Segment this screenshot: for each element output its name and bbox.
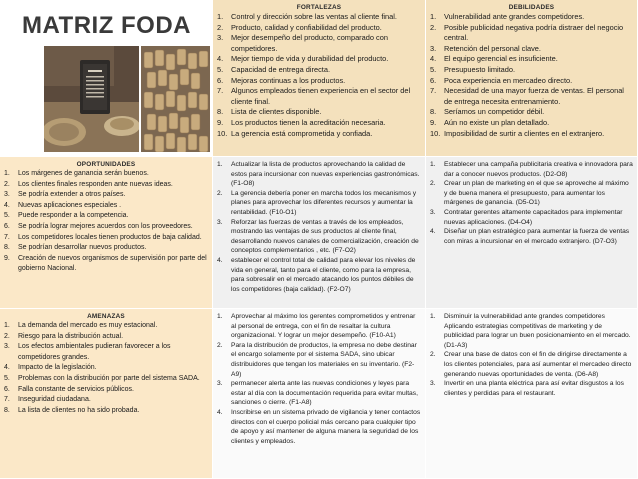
list-item-number: 2. xyxy=(4,332,10,340)
list-item-number: 3. xyxy=(4,343,10,351)
list-item-number: 2. xyxy=(4,180,10,188)
list-item-text: Para la distribución de productos, la empresa no debe destinar el encargo solamente por el sistema SADA, sino ubicar distribuidores que tengan los materiales en su inventario. (F2-A9) xyxy=(231,341,417,378)
list-item-text: Riesgo para la distribución actual. xyxy=(18,332,124,340)
list-item-text: Imposibilidad de surtir a clientes en el extranjero. xyxy=(444,128,605,138)
list-item xyxy=(4,211,208,222)
list-item xyxy=(430,379,633,398)
list-item-number: 3. xyxy=(217,33,224,43)
list-item xyxy=(4,395,208,406)
list-item-number: 3. xyxy=(430,380,436,388)
list-item-text: Lista de clientes disponible. xyxy=(231,107,322,117)
list-item xyxy=(430,86,633,107)
list-item xyxy=(4,201,208,212)
list-item-number: 7. xyxy=(4,233,10,241)
list-item-number: 4. xyxy=(430,54,437,64)
list-item-text: Necesidad de una mayor fuerza de ventas. El personal de entrega necesita entrenamiento. xyxy=(444,86,624,106)
list-item xyxy=(430,312,633,350)
list-item-number: 7. xyxy=(4,396,10,404)
list-item-text: Disminuir la vulnerabilidad ante grandes competidores Aplicando estrategias competitivas de marketing y de publicidad para lograr un buen posicionamiento en el mercado. (D1-A3) xyxy=(444,313,631,349)
list-item-text: Retención del personal clave. xyxy=(444,43,541,53)
list-item xyxy=(217,129,421,140)
list-item-number: 3. xyxy=(217,218,223,226)
list-item xyxy=(4,190,208,201)
list-item xyxy=(217,408,421,446)
list-item-number: 5. xyxy=(4,374,10,382)
list-item-text: Presupuesto limitado. xyxy=(444,64,516,74)
amenazas-cell xyxy=(0,309,213,479)
list-item xyxy=(430,65,633,76)
list-item-text: Capacidad de entrega directa. xyxy=(231,64,331,74)
list-item-number: 2. xyxy=(430,351,436,359)
list-item xyxy=(4,180,208,191)
list-item-number: 6. xyxy=(217,75,224,85)
amenazas-heading: AMENAZAS xyxy=(87,313,125,320)
list-item xyxy=(430,208,633,227)
list-item-number: 3. xyxy=(4,191,10,199)
list-item-text: Contratar gerentes altamente capacitados para implementar nuevas aplicaciones. (D4-O4) xyxy=(444,208,623,226)
list-item-text: Reforzar las fuerzas de ventas a través de los empleados, mostrando las ventajas de sus productos al cliente final, desarrollando nuevos canales de comercialización, creación de conceptos complementarios , etc. (F7-O2) xyxy=(231,218,419,255)
list-item-text: Seríamos un competidor débil. xyxy=(444,107,545,117)
list-item-number: 9. xyxy=(217,117,224,127)
list-item-number: 5. xyxy=(430,64,437,74)
list-item xyxy=(4,385,208,396)
list-item-text: Mejoras continuas a los productos. xyxy=(231,75,346,85)
list-item-text: Mejor tiempo de vida y durabilidad del producto. xyxy=(231,54,389,64)
list-item-number: 4. xyxy=(430,228,436,236)
list-item-number: 8. xyxy=(4,244,10,252)
oportunidades-cell xyxy=(0,157,213,309)
list-item xyxy=(4,374,208,385)
list-item xyxy=(217,218,421,256)
list-item-number: 2. xyxy=(217,341,223,349)
list-item xyxy=(217,65,421,76)
do-strategies-list xyxy=(426,157,637,246)
list-item xyxy=(4,243,208,254)
fo-strategies-cell xyxy=(213,157,426,309)
list-item xyxy=(4,222,208,233)
fortalezas-heading: FORTALEZAS xyxy=(296,4,342,11)
list-item-number: 3. xyxy=(217,380,223,388)
list-item xyxy=(430,118,633,129)
list-item-text: Aprovechar al máximo los gerentes comprometidos y entrenar al personal de entrega, con el fin de resaltar la cultura organizacional. Y lograr un mejor desempeño. (F10-A1) xyxy=(231,313,416,340)
oportunidades-heading: OPORTUNIDADES xyxy=(76,161,136,168)
list-item-number: 4. xyxy=(4,201,10,209)
list-item-number: 8. xyxy=(217,107,224,117)
list-item xyxy=(4,332,208,343)
list-item xyxy=(217,12,421,23)
list-item-text: Nuevas aplicaciones especiales . xyxy=(18,201,122,209)
da-strategies-list xyxy=(426,309,637,398)
fa-strategies-cell xyxy=(213,309,426,479)
fortalezas-list xyxy=(213,11,425,139)
list-item-text: Inseguridad ciudadana. xyxy=(18,396,91,404)
list-item-text: Algunos empleados tienen experiencia en el sector del cliente final. xyxy=(231,86,411,106)
list-item-text: Establecer una campaña publicitaria creativa e innovadora para dar a conocer nuevos productos. (D2-O8) xyxy=(444,161,633,178)
title-cell xyxy=(0,0,213,157)
list-item-number: 4. xyxy=(217,256,223,264)
list-item-text: Crear una base de datos con el fin de dirigirse directamente a los clientes potenciales, para así aumentar el mercadeo directo generando nuevas oportunidades de venta. (D6-A8) xyxy=(444,351,632,378)
list-item-number: 9. xyxy=(430,117,437,127)
page-title: MATRIZ FODA xyxy=(21,12,192,39)
list-item xyxy=(217,118,421,129)
list-item-text: Actualizar la lista de productos aprovechando la calidad de estos para incursionar con nuevas experiencias gastronómicas. (F1-O8) xyxy=(231,161,420,188)
list-item-number: 3. xyxy=(430,43,437,53)
list-item-number: 6. xyxy=(4,385,10,393)
list-item-number: 4. xyxy=(217,54,224,64)
list-item-number: 1. xyxy=(217,313,223,320)
list-item-number: 1. xyxy=(217,12,224,21)
list-item xyxy=(217,107,421,118)
list-item-number: 2. xyxy=(430,22,437,32)
list-item xyxy=(217,312,421,341)
list-item-number: 10. xyxy=(217,128,228,138)
list-item-text: Problemas con la distribución por parte del sistema SADA. xyxy=(18,374,200,382)
list-item-number: 5. xyxy=(217,64,224,74)
restaurant-photo xyxy=(44,46,210,152)
list-item-number: 5. xyxy=(4,212,10,220)
list-item-text: Se podría extender a otros países. xyxy=(18,191,126,199)
list-item-text: El equipo gerencial es insuficiente. xyxy=(444,54,558,64)
list-item xyxy=(217,341,421,379)
list-item-number: 2. xyxy=(217,22,224,32)
list-item-number: 10. xyxy=(430,128,441,138)
list-item-text: La gerencia debería poner en marcha todos los mecanismos y planes para aprovechar los diferentes recursos y aumentar la rentabilidad. (F10-O1) xyxy=(231,189,417,216)
list-item-number: 1. xyxy=(430,161,436,168)
list-item-number: 1. xyxy=(430,313,436,320)
list-item-text: Producto, calidad y confiabilidad del producto. xyxy=(231,22,382,32)
list-item-number: 9. xyxy=(4,254,10,262)
list-item-number: 1. xyxy=(430,12,437,21)
list-item xyxy=(430,12,633,23)
list-item-number: 2. xyxy=(430,180,436,188)
list-item-text: Inscribirse en un sistema privado de vigilancia y tener contactos directos con el cuerpo policial más cercano para cualquier tipo de apoyo y así mantener de alguna manera la seguridad de los clientes y empleados. xyxy=(231,408,421,445)
list-item-number: 7. xyxy=(217,86,224,96)
list-item-text: Mejor desempeño del producto, comparado con competidores. xyxy=(231,33,388,53)
fo-strategies-list xyxy=(213,157,425,294)
list-item-text: Los clientes finales responden ante nuevas ideas. xyxy=(18,180,173,188)
list-item-text: Los márgenes de ganancia serán buenos. xyxy=(18,170,149,177)
list-item xyxy=(4,406,208,417)
list-item-number: 6. xyxy=(430,75,437,85)
list-item xyxy=(4,233,208,244)
list-item-number: 4. xyxy=(217,408,223,416)
list-item-number: 8. xyxy=(4,406,10,414)
list-item xyxy=(430,129,633,140)
list-item-text: La lista de clientes no ha sido probada. xyxy=(18,406,140,414)
list-item xyxy=(430,54,633,65)
list-item-number: 8. xyxy=(430,107,437,117)
list-item xyxy=(4,342,208,363)
list-item-text: La gerencia está comprometida y confiada. xyxy=(231,128,373,138)
list-item-text: Control y dirección sobre las ventas al cliente final. xyxy=(231,12,397,21)
list-item-text: Se podrían desarrollar nuevos productos. xyxy=(18,244,147,252)
list-item xyxy=(217,76,421,87)
list-item-text: Impacto de la legislación. xyxy=(18,364,97,372)
list-item xyxy=(430,227,633,246)
list-item xyxy=(430,76,633,87)
list-item xyxy=(430,160,633,179)
list-item-text: La demanda del mercado es muy estacional. xyxy=(18,322,158,329)
list-item-text: Los competidores locales tienen productos de baja calidad. xyxy=(18,233,202,241)
debilidades-heading: DEBILIDADES xyxy=(508,4,555,11)
list-item-text: Aún no existe un plan detallado. xyxy=(444,117,550,127)
list-item-text: Vulnerabilidad ante grandes competidores. xyxy=(444,12,585,21)
list-item-text: Los efectos ambientales pudieran favorecer a los competidores grandes. xyxy=(18,343,171,361)
list-item-text: Crear un plan de marketing en el que se aproveche al máximo y de buena manera el presupuesto, para aumentar los márgenes de ganancia. (D5-O1) xyxy=(444,180,629,207)
list-item-text: Falla constante de servicios públicos. xyxy=(18,385,134,393)
list-item xyxy=(4,254,208,275)
oportunidades-list xyxy=(0,168,212,275)
list-item xyxy=(430,44,633,55)
debilidades-list xyxy=(426,11,637,139)
list-item-text: permanecer alerta ante las nuevas condiciones y leyes para estar al día con la documentación requerida para evitar multas, sanciones o cierre. (F1-A8) xyxy=(231,380,418,407)
list-item-number: 1. xyxy=(4,170,10,177)
list-item-text: establecer el control total de calidad para elevar los niveles de vida en general, tanto para el cliente, como para la empresa, para sobresalir en el mercado atacando los puntos débiles de los competidores (baja calidad). (F2-O7) xyxy=(231,256,416,293)
list-item-text: Los productos tienen la acreditación necesaria. xyxy=(231,117,386,127)
list-item-text: Posible publicidad negativa podría distraer del negocio central. xyxy=(444,22,624,43)
list-item-number: 1. xyxy=(217,161,223,168)
list-item xyxy=(4,321,208,332)
list-item-text: Diseñar un plan estratégico para aumentar la fuerza de ventas con miras a incursionar en el mercado extranjero. (D7-O3) xyxy=(444,228,630,245)
list-item-number: 6. xyxy=(4,222,10,230)
list-item xyxy=(430,23,633,44)
list-item xyxy=(217,86,421,107)
list-item xyxy=(217,33,421,54)
da-strategies-cell xyxy=(426,309,638,479)
list-item xyxy=(4,363,208,374)
list-item xyxy=(217,23,421,34)
fortalezas-cell xyxy=(213,0,426,157)
list-item-text: Invertir en una planta eléctrica para así evitar disgustos a los clientes y perdidas para el restaurant. xyxy=(444,380,624,397)
list-item-text: Creación de nuevos organismos de supervisión por parte del gobierno Nacional. xyxy=(18,254,207,273)
do-strategies-cell xyxy=(426,157,638,309)
list-item-text: Se podría lograr mejores acuerdos con los proveedores. xyxy=(18,222,193,230)
list-item xyxy=(430,350,633,379)
list-item xyxy=(217,160,421,189)
list-item xyxy=(217,54,421,65)
debilidades-cell xyxy=(426,0,638,157)
list-item xyxy=(430,107,633,118)
list-item-text: Poca experiencia en mercadeo directo. xyxy=(444,75,573,85)
list-item xyxy=(430,179,633,208)
fa-strategies-list xyxy=(213,309,425,446)
list-item-number: 3. xyxy=(430,208,436,216)
list-item xyxy=(217,189,421,218)
list-item-number: 1. xyxy=(4,322,10,329)
list-item-number: 4. xyxy=(4,364,10,372)
list-item-number: 7. xyxy=(430,86,437,96)
list-item-number: 2. xyxy=(217,189,223,197)
list-item-text: Puede responder a la competencia. xyxy=(18,212,129,220)
list-item xyxy=(217,379,421,408)
list-item xyxy=(217,256,421,294)
list-item xyxy=(4,169,208,180)
amenazas-list xyxy=(0,320,212,416)
